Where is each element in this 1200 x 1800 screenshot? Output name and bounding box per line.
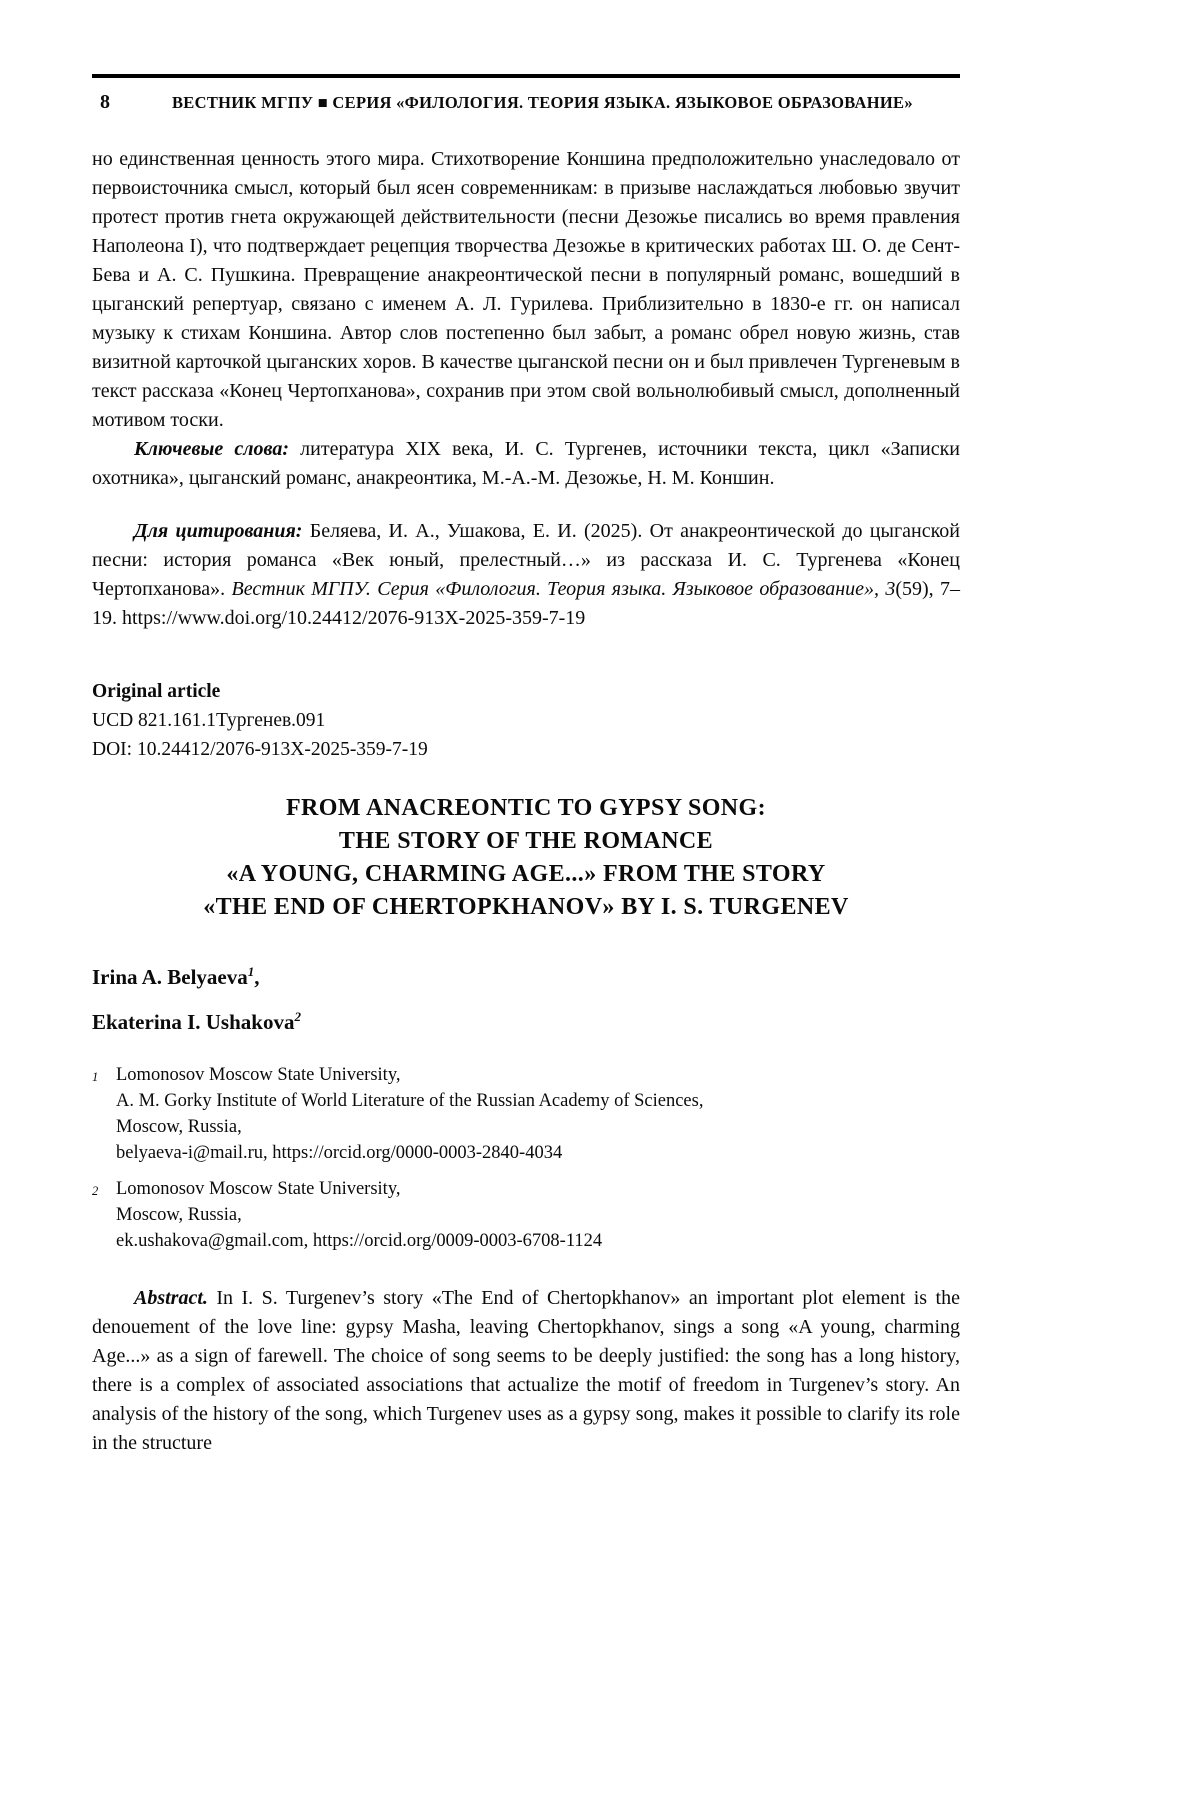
citation-journal-name: Вестник МГПУ. Серия «Филология. Теория языка. Языковое образование», 3 xyxy=(231,578,896,600)
affiliations-block xyxy=(92,1062,960,1254)
author-2 xyxy=(92,1003,960,1036)
doi-line: DOI: 10.24412/2076-913X-2025-359-7-19 xyxy=(92,739,428,760)
affiliation-contact-line: belyaeva-i@mail.ru, https://orcid.org/0000-0003-2840-4034 xyxy=(116,1143,563,1163)
affiliation-line: Moscow, Russia, xyxy=(116,1117,242,1137)
citation-issue-doi: (59), 7–19. https://www.doi.org/10.24412/2076-913X-2025-359-7-19 xyxy=(92,578,960,629)
affiliation-1-marker: 1 xyxy=(92,1070,99,1084)
author-2-affiliation-marker: 2 xyxy=(294,1009,301,1024)
article-body xyxy=(92,145,960,1458)
affiliation-2 xyxy=(92,1176,960,1254)
author-1-suffix: , xyxy=(254,965,260,989)
author-2-name: Ekaterina I. Ushakova xyxy=(92,1010,295,1034)
title-line-3: «A YOUNG, CHARMING AGE...» FROM THE STORY xyxy=(226,861,826,887)
affiliation-2-marker: 2 xyxy=(92,1184,99,1198)
title-line-2: THE STORY OF THE ROMANCE xyxy=(338,828,714,854)
keywords-text: литература XIX века, И. С. Тургенев, источники текста, цикл «Записки охотника», цыганский романс, анакреонтика, М.-А.-М. Дезожье, Н. М. Коншин. xyxy=(92,438,961,489)
russian-abstract-continuation: но единственная ценность этого мира. Стихотворение Коншина предположительно унаследовало от первоисточника смысл, который был ясен современникам: в призыве наслаждаться любовью звучит протест против гнета окружающей действительности (песни Дезожье писались во время правления Наполеона I), что подтверждает рецепция творчества Дезожье в критических работах Ш. О. де Сент-Бева и А. С. Пушкина. Превращение анакреонтической песни в популярный романс, вошедший в цыганский репертуар, связано с именем А. Л. Гурилева. Приблизительно в 1830-е гг. он написал музыку к стихам Коншина. Автор слов постепенно был забыт, а романс обрел новую жизнь, став визитной карточкой цыганских хоров. В качестве цыганской песни он и был привлечен Тургеневым в текст рассказа «Конец Чертопханова», сохранив при этом свой вольнолюбивый смысл, дополненный мотивом тоски. xyxy=(92,148,960,431)
author-1-affiliation-marker: 1 xyxy=(247,964,255,979)
affiliation-line: Lomonosov Moscow State University, xyxy=(116,1065,401,1085)
citation-paragraph xyxy=(92,517,960,633)
abstract-text: In I. S. Turgenev’s story «The End of Chertopkhanov» an important plot element is the denouement of the love line: gypsy Masha, leaving Chertopkhanov, sings a song «A young, charming Age...» as a sign of farewell. The choice of song seems to be deeply justified: the song has a long history, there is a complex of associated associations that actualize the motif of freedom in Turgenev’s story. An analysis of the history of the song, which Turgenev uses as a gypsy song, makes it possible to clarify its role in the structure xyxy=(92,1287,960,1454)
article-meta xyxy=(92,677,960,764)
affiliation-line: Moscow, Russia, xyxy=(116,1205,242,1225)
affiliation-1-lines xyxy=(116,1062,960,1166)
author-1-name: Irina A. Belyaeva xyxy=(92,965,248,989)
page-content xyxy=(92,74,960,1458)
abstract-paragraph xyxy=(92,1284,960,1458)
affiliation-contact-line: ek.ushakova@gmail.com, https://orcid.org/0009-0003-6708-1124 xyxy=(116,1231,603,1251)
authors-block xyxy=(92,958,960,1036)
author-1 xyxy=(92,958,960,991)
affiliation-1 xyxy=(92,1062,960,1166)
keywords-paragraph xyxy=(92,435,960,493)
keywords-label: Ключевые слова: xyxy=(134,438,289,460)
title-line-1: FROM ANACREONTIC TO GYPSY SONG: xyxy=(285,795,766,821)
udc-line: UCD 821.161.1Тургенев.091 xyxy=(92,710,326,731)
abstract-label: Abstract. xyxy=(134,1287,208,1309)
page-number: 8 xyxy=(100,91,110,113)
article-type-label: Original article xyxy=(92,681,221,702)
citation-text: Беляева, И. А., Ушакова, Е. И. (2025). От анакреонтической до цыганской песни: история романса «Век юный, прелестный…» из рассказа И. С. Тургенева «Конец Чертопханова». xyxy=(92,520,961,600)
title-line-4: «THE END OF CHERTOPKHANOV» BY I. S. TURGENEV xyxy=(203,894,849,920)
affiliation-line: Lomonosov Moscow State University, xyxy=(116,1179,401,1199)
citation-label: Для цитирования: xyxy=(134,520,303,542)
affiliation-2-lines xyxy=(116,1176,960,1254)
article-title-en xyxy=(92,792,960,924)
running-head xyxy=(92,78,960,114)
running-title: ВЕСТНИК МГПУ ■ СЕРИЯ «ФИЛОЛОГИЯ. ТЕОРИЯ ЯЗЫКА. ЯЗЫКОВОЕ ОБРАЗОВАНИЕ» xyxy=(172,93,913,112)
affiliation-line: A. M. Gorky Institute of World Literature of the Russian Academy of Sciences, xyxy=(116,1091,704,1111)
